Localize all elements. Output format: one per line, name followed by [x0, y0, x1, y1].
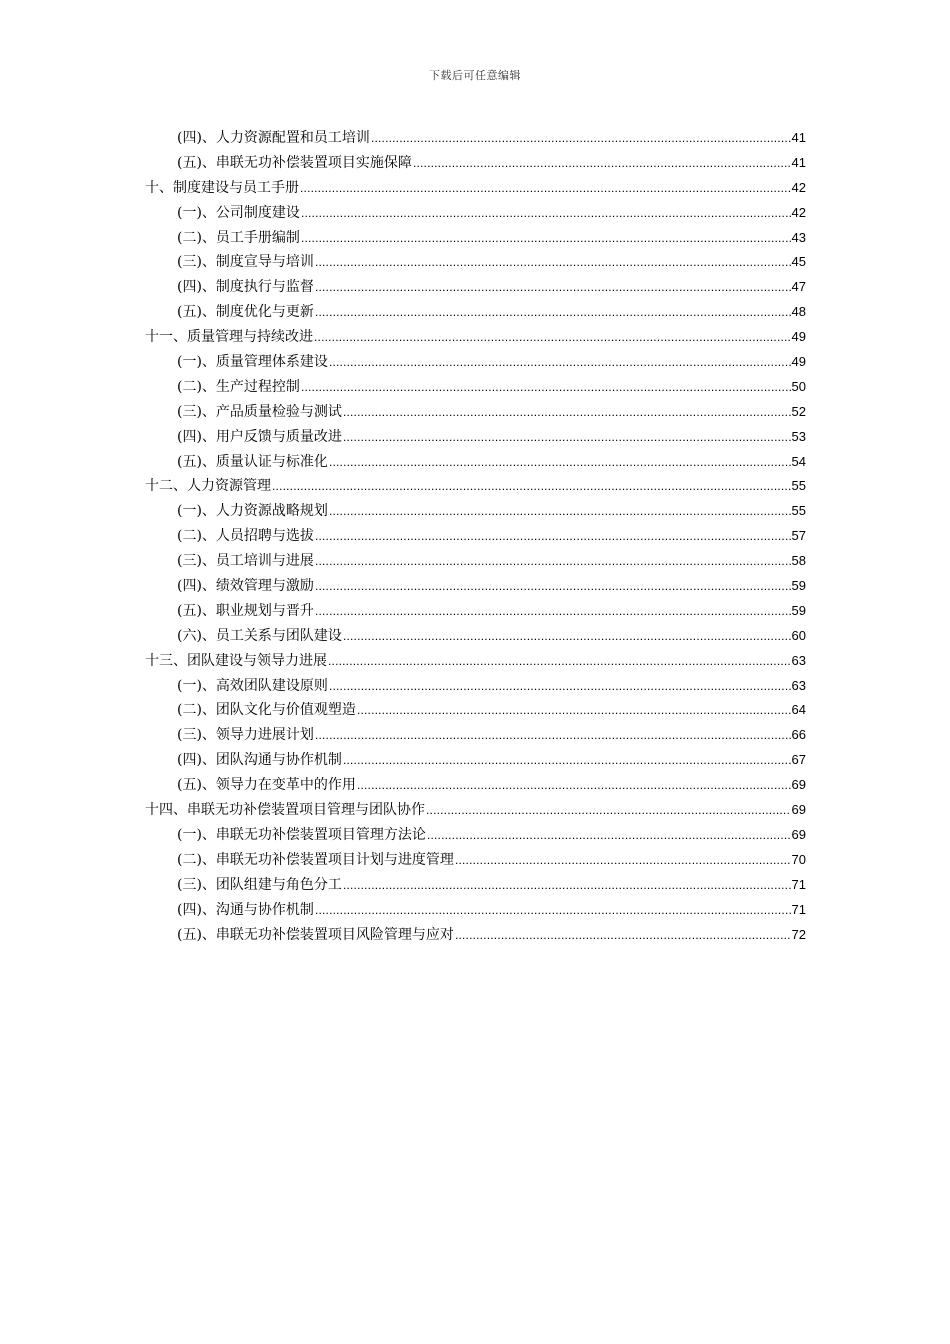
toc-entry[interactable]	[145, 748, 806, 773]
table-of-contents	[145, 126, 806, 947]
toc-entry[interactable]	[145, 151, 806, 176]
toc-entry[interactable]	[145, 649, 806, 674]
toc-entry-page: 42	[791, 204, 806, 220]
toc-entry[interactable]	[145, 375, 806, 400]
toc-leader-dots	[357, 698, 791, 723]
toc-leader-dots	[427, 823, 791, 848]
toc-leader-dots	[329, 450, 791, 475]
toc-leader-dots	[315, 599, 791, 624]
toc-entry[interactable]	[145, 325, 806, 350]
toc-entry-page: 55	[791, 478, 806, 494]
toc-entry-page: 48	[791, 304, 806, 320]
toc-entry-page: 49	[791, 329, 806, 345]
toc-entry-title: (五)、领导力在变革中的作用	[177, 777, 356, 794]
toc-entry[interactable]	[145, 698, 806, 723]
toc-leader-dots	[315, 898, 791, 923]
toc-entry-page: 41	[791, 154, 806, 170]
toc-entry-title: (四)、绩效管理与激励	[177, 578, 314, 595]
toc-entry[interactable]	[145, 450, 806, 475]
toc-entry[interactable]	[145, 898, 806, 923]
toc-leader-dots	[315, 549, 791, 574]
toc-entry[interactable]	[145, 599, 806, 624]
toc-entry-page: 63	[791, 677, 806, 693]
toc-entry[interactable]	[145, 250, 806, 275]
toc-leader-dots	[301, 201, 791, 226]
toc-entry-page: 53	[791, 428, 806, 444]
toc-leader-dots	[300, 176, 791, 201]
toc-entry-title: (四)、团队沟通与协作机制	[177, 752, 342, 769]
toc-entry[interactable]	[145, 773, 806, 798]
toc-entry-title: (五)、串联无功补偿装置项目实施保障	[177, 154, 412, 171]
toc-leader-dots	[426, 798, 791, 823]
toc-entry-title: (五)、职业规划与晋升	[177, 602, 314, 619]
toc-leader-dots	[413, 151, 791, 176]
toc-entry[interactable]	[145, 474, 806, 499]
toc-entry-page: 59	[791, 602, 806, 618]
toc-entry-page: 67	[791, 752, 806, 768]
toc-entry-title: 十二、人力资源管理	[145, 478, 271, 495]
toc-leader-dots	[329, 350, 791, 375]
toc-entry-title: 十三、团队建设与领导力进展	[145, 652, 327, 669]
toc-entry[interactable]	[145, 350, 806, 375]
toc-entry-title: (六)、员工关系与团队建设	[177, 627, 342, 644]
toc-entry-title: (二)、生产过程控制	[177, 378, 300, 395]
toc-entry-title: (四)、用户反馈与质量改进	[177, 428, 342, 445]
toc-leader-dots	[315, 275, 791, 300]
toc-leader-dots	[315, 250, 791, 275]
toc-entry[interactable]	[145, 201, 806, 226]
toc-leader-dots	[315, 574, 791, 599]
toc-entry-page: 64	[791, 702, 806, 718]
toc-entry-title: (一)、高效团队建设原则	[177, 677, 328, 694]
toc-leader-dots	[329, 674, 791, 699]
toc-entry[interactable]	[145, 873, 806, 898]
toc-entry[interactable]	[145, 624, 806, 649]
toc-leader-dots	[343, 624, 791, 649]
toc-entry-page: 49	[791, 354, 806, 370]
toc-entry-page: 47	[791, 279, 806, 295]
toc-leader-dots	[314, 325, 791, 350]
toc-entry-title: 十四、串联无功补偿装置项目管理与团队协作	[145, 802, 425, 819]
toc-leader-dots	[329, 499, 791, 524]
toc-entry[interactable]	[145, 400, 806, 425]
toc-leader-dots	[301, 375, 791, 400]
toc-leader-dots	[357, 773, 791, 798]
toc-entry-title: (四)、制度执行与监督	[177, 279, 314, 296]
toc-entry-title: (四)、人力资源配置和员工培训	[177, 130, 370, 146]
toc-entry-title: (一)、公司制度建设	[177, 204, 300, 221]
toc-leader-dots	[315, 723, 791, 748]
toc-entry-title: (二)、团队文化与价值观塑造	[177, 702, 356, 719]
toc-entry-page: 54	[791, 453, 806, 469]
toc-entry[interactable]	[145, 848, 806, 873]
toc-entry-title: (二)、串联无功补偿装置项目计划与进度管理	[177, 851, 454, 868]
toc-leader-dots	[455, 848, 791, 873]
toc-entry[interactable]	[145, 798, 806, 823]
toc-entry[interactable]	[145, 823, 806, 848]
toc-entry-title: (二)、人员招聘与选拔	[177, 528, 314, 545]
toc-entry-title: 十一、质量管理与持续改进	[145, 329, 313, 346]
toc-entry-page: 45	[791, 254, 806, 270]
toc-entry-title: (一)、人力资源战略规划	[177, 503, 328, 520]
toc-entry-title: (三)、制度宣导与培训	[177, 254, 314, 271]
toc-entry-title: (五)、串联无功补偿装置项目风险管理与应对	[177, 926, 454, 943]
toc-entry-title: (三)、产品质量检验与测试	[177, 403, 342, 420]
toc-entry-title: (三)、员工培训与进展	[177, 553, 314, 570]
toc-entry-page: 66	[791, 727, 806, 743]
toc-entry-title: (一)、串联无功补偿装置项目管理方法论	[177, 826, 426, 843]
toc-entry-title: (五)、制度优化与更新	[177, 304, 314, 321]
toc-entry[interactable]	[145, 176, 806, 201]
toc-leader-dots	[328, 649, 791, 674]
toc-leader-dots	[343, 400, 791, 425]
toc-leader-dots	[343, 425, 791, 450]
toc-entry-page: 60	[791, 627, 806, 643]
toc-entry-page: 69	[791, 802, 806, 818]
toc-leader-dots	[371, 126, 791, 151]
toc-entry-page: 72	[791, 926, 806, 942]
toc-entry-page: 57	[791, 528, 806, 544]
toc-leader-dots	[315, 524, 791, 549]
toc-leader-dots	[301, 226, 791, 251]
toc-entry-title: (五)、质量认证与标准化	[177, 453, 328, 470]
toc-entry-title: (三)、团队组建与角色分工	[177, 876, 342, 893]
toc-entry[interactable]	[145, 499, 806, 524]
toc-entry[interactable]	[145, 723, 806, 748]
toc-entry-page: 69	[791, 777, 806, 793]
toc-entry[interactable]	[145, 126, 806, 151]
toc-entry-title: (二)、员工手册编制	[177, 229, 300, 246]
toc-entry-page: 71	[791, 901, 806, 917]
toc-leader-dots	[455, 923, 791, 948]
toc-entry-page: 63	[791, 652, 806, 668]
toc-entry-title: (三)、领导力进展计划	[177, 727, 314, 744]
toc-entry[interactable]	[145, 923, 806, 948]
toc-entry-page: 42	[791, 179, 806, 195]
toc-entry[interactable]	[145, 300, 806, 325]
toc-entry[interactable]	[145, 275, 806, 300]
toc-entry[interactable]	[145, 574, 806, 599]
toc-entry-page: 55	[791, 503, 806, 519]
toc-entry[interactable]	[145, 674, 806, 699]
toc-entry-title: 十、制度建设与员工手册	[145, 179, 299, 196]
page-header: 下载后可任意编辑	[429, 69, 521, 82]
toc-entry-page: 70	[791, 851, 806, 867]
toc-entry[interactable]	[145, 425, 806, 450]
toc-entry-title: (四)、沟通与协作机制	[177, 901, 314, 918]
toc-entry[interactable]	[145, 524, 806, 549]
toc-leader-dots	[315, 300, 791, 325]
toc-entry[interactable]	[145, 549, 806, 574]
toc-leader-dots	[343, 748, 791, 773]
toc-entry-page: 71	[791, 876, 806, 892]
toc-entry[interactable]	[145, 226, 806, 251]
toc-entry-page: 59	[791, 578, 806, 594]
toc-leader-dots	[272, 474, 791, 499]
toc-entry-page: 52	[791, 403, 806, 419]
toc-entry-page: 41	[791, 130, 806, 145]
toc-entry-page: 69	[791, 826, 806, 842]
toc-entry-page: 58	[791, 553, 806, 569]
toc-leader-dots	[343, 873, 791, 898]
toc-entry-title: (一)、质量管理体系建设	[177, 354, 328, 371]
toc-entry-page: 43	[791, 229, 806, 245]
toc-entry-page: 50	[791, 378, 806, 394]
